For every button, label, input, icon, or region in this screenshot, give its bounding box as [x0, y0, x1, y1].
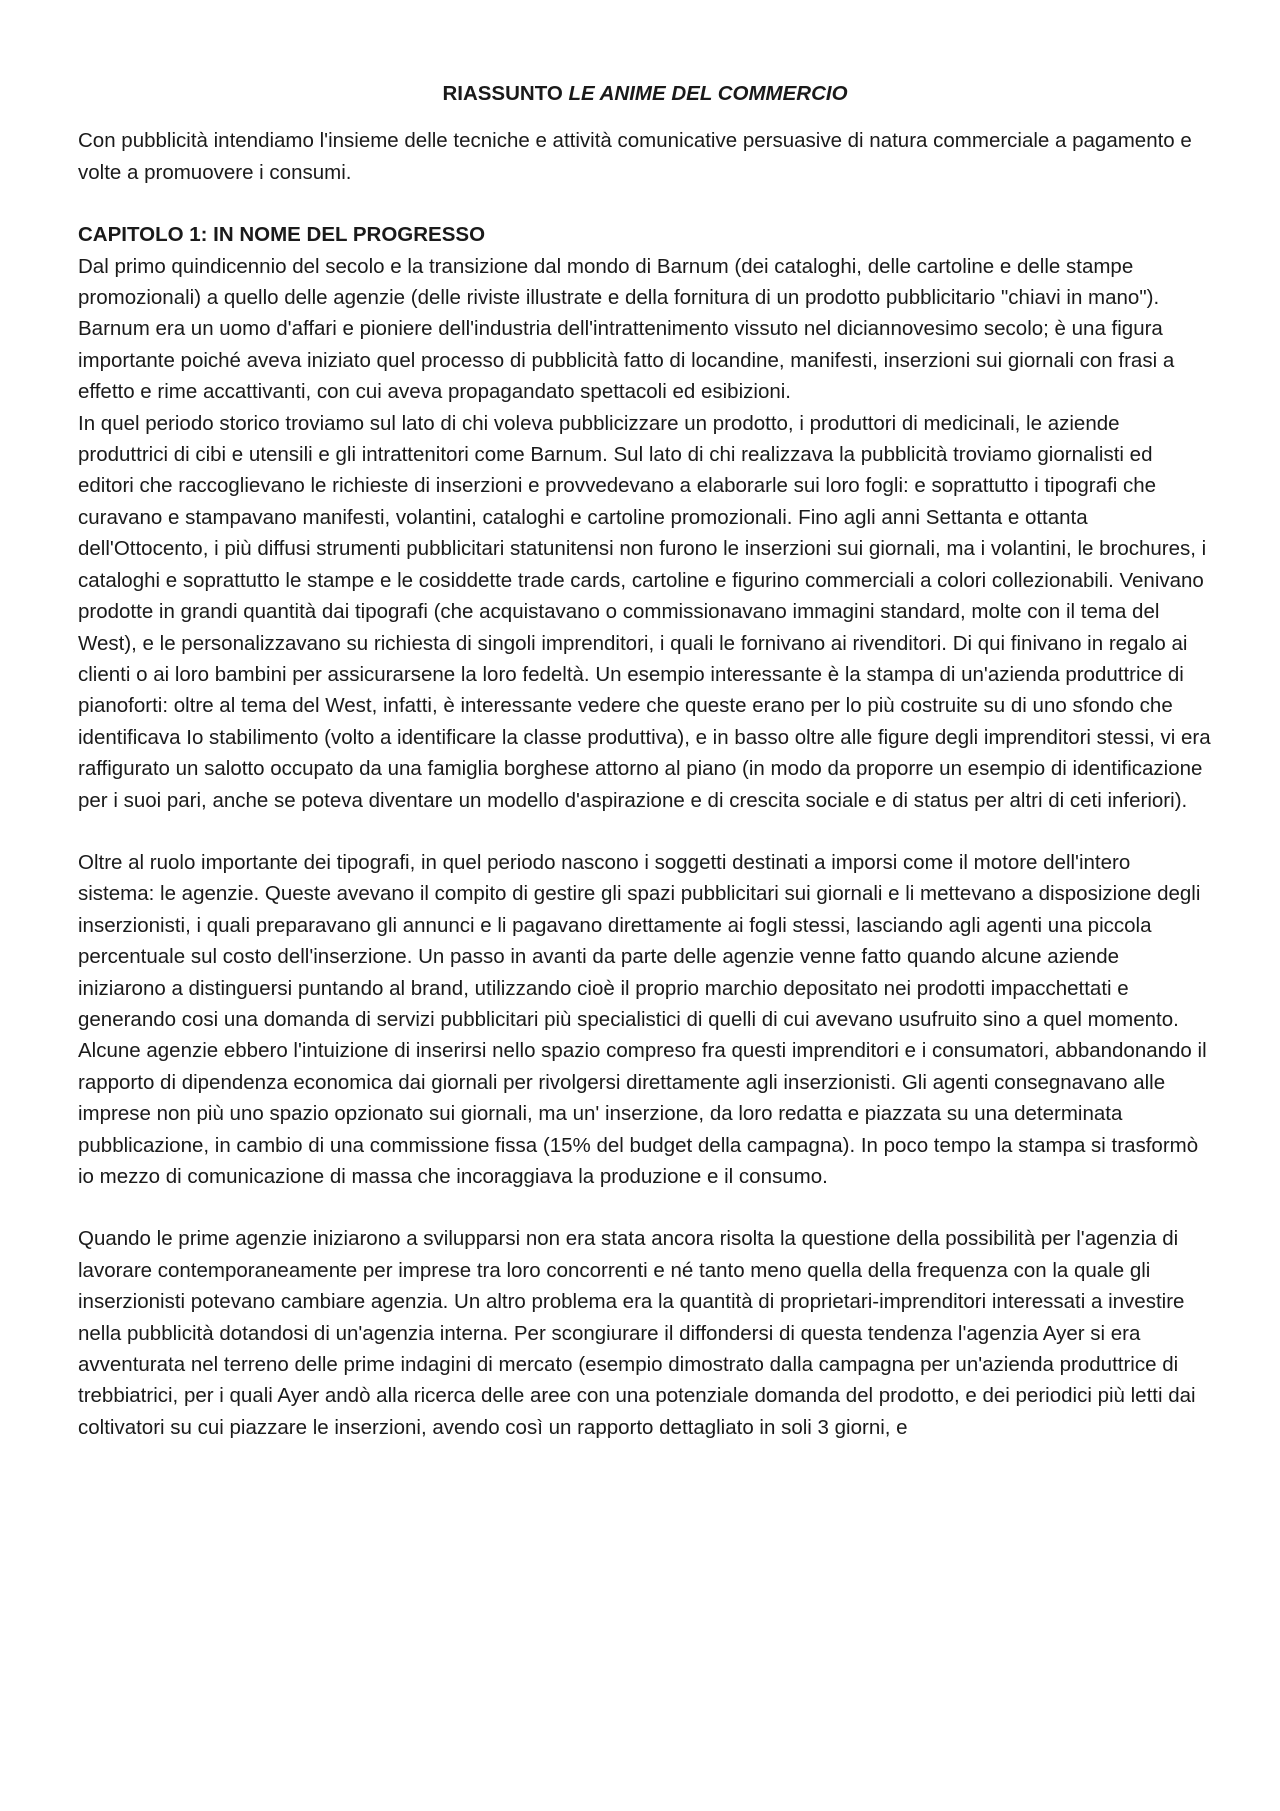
title-prefix: RIASSUNTO: [442, 82, 569, 105]
chapter-heading: CAPITOLO 1: IN NOME DEL PROGRESSO: [78, 223, 486, 247]
title-italic: LE ANIME DEL COMMERCIO: [568, 82, 848, 105]
paragraph-2: Barnum era un uomo d'affari e pioniere dell'industria dell'intrattenimento vissuto nel diciannovesimo secolo; è una figura importante poiché aveva iniziato quel processo di pubblicità fatto di locandine, manifesti, inserzioni sui giornali con frasi a effetto e rime accattivanti, con cui aveva propagandato spettacoli ed esibizioni.: [78, 317, 1175, 404]
paragraph-1: Dal primo quindicennio del secolo e la transizione dal mondo di Barnum (dei cataloghi, delle cartoline e delle stampe promozionali) a quello delle agenzie (delle riviste illustrate e della fornitura di un prodotto pubblicitario "chiavi in mano").: [78, 254, 1160, 310]
paragraph-3: In quel periodo storico troviamo sul lato di chi voleva pubblicizzare un prodotto, i produttori di medicinali, le aziende produttrici di cibi e utensili e gli intrattenitori come Barnum. Sul lato di chi realizzava la pubblicità troviamo giornalisti ed editori che raccoglievano le richieste di inserzioni e provvedevano a elaborarle sui loro fogli: e soprattutto i tipografi che curavano e stampavano manifesti, volantini, cataloghi e cartoline promozionali. Fino agli anni Settanta e ottanta dell'Ottocento, i più diffusi strumenti pubblicitari statunitensi non furono le inserzioni sui giornali, ma i volantini, le brochures, i cataloghi e soprattutto le stampe e le cosiddette trade cards, cartoline e figurino commerciali a colori collezionabili. Venivano prodotte in grandi quantità dai tipografi (che acquistavano o commissionavano immagini standard, molte con il tema del West), e le personalizzavano su richiesta di singoli imprenditori, i quali le fornivano ai rivenditori. Di qui finivano in regalo ai clienti o ai loro bambini per assicurarsene la loro fedeltà. Un esempio interessante è la stampa di un'azienda produttrice di pianoforti: oltre al tema del West, infatti, è interessante vedere che queste erano per lo più costruite su di uno sfondo che identificava Io stabilimento (volto a identificare la classe produttiva), e in basso oltre alle figure degli imprenditori stessi, vi era raffigurato un salotto occupato da una famiglia borghese attorno al piano (in modo da proporre un esempio di identificazione per i suoi pari, anche se poteva diventare un modello d'aspirazione e di crescita sociale e di status per altri di ceti inferiori).: [78, 411, 1211, 812]
document-title: [78, 78, 1212, 109]
paragraph-5: Quando le prime agenzie iniziarono a svilupparsi non era stata ancora risolta la questione della possibilità per l'agenzia di lavorare contemporaneamente per imprese tra loro concorrenti e né tanto meno quella della frequenza con la quale gli inserzionisti potevano cambiare agenzia. Un altro problema era la quantità di proprietari-imprenditori interessati a investire nella pubblicità dotandosi di un'agenzia interna. Per scongiurare il diffondersi di questa tendenza l'agenzia Ayer si era avventurata nel terreno delle prime indagini di mercato (esempio dimostrato dalla campagna per un'azienda produttrice di trebbiatrici, per i quali Ayer andò alla ricerca delle aree con una potenziale domanda del prodotto, e dei periodici più letti dai coltivatori su cui piazzare le inserzioni, avendo così un rapporto dettagliato in soli 3 giorni, e: [78, 1227, 1196, 1439]
intro-paragraph: Con pubblicità intendiamo l'insieme delle tecniche e attività comunicative persuasive di natura commerciale a pagamento e volte a promuovere i consumi.: [78, 129, 1192, 184]
paragraph-4: Oltre al ruolo importante dei tipografi, in quel periodo nascono i soggetti destinati a imporsi come il motore dell'intero sistema: le agenzie. Queste avevano il compito di gestire gli spazi pubblicitari sui giornali e li mettevano a disposizione degli inserzionisti, i quali preparavano gli annunci e li pagavano direttamente ai fogli stessi, lasciando agli agenti una piccola percentuale sul costo dell'inserzione. Un passo in avanti da parte delle agenzie venne fatto quando alcune aziende iniziarono a distinguersi puntando al brand, utilizzando cioè il proprio marchio depositato nei prodotti impacchettati e generando cosi una domanda di servizi pubblicitari più specialistici di quelli di cui avevano usufruito sino a quel momento. Alcune agenzie ebbero l'intuizione di inserirsi nello spazio compreso fra questi imprenditori e i consumatori, abbandonando il rapporto di dipendenza economica dai giornali per rivolgersi direttamente agli inserzionisti. Gli agenti consegnavano alle imprese non più uno spazio opzionato sui giornali, ma un' inserzione, da loro redatta e piazzata su una determinata pubblicazione, in cambio di una commissione fissa (15% del budget della campagna). In poco tempo la stampa si trasformò io mezzo di comunicazione di massa che incoraggiava la produzione e il consumo.: [78, 850, 1207, 1188]
document-page: [78, 78, 1212, 1443]
